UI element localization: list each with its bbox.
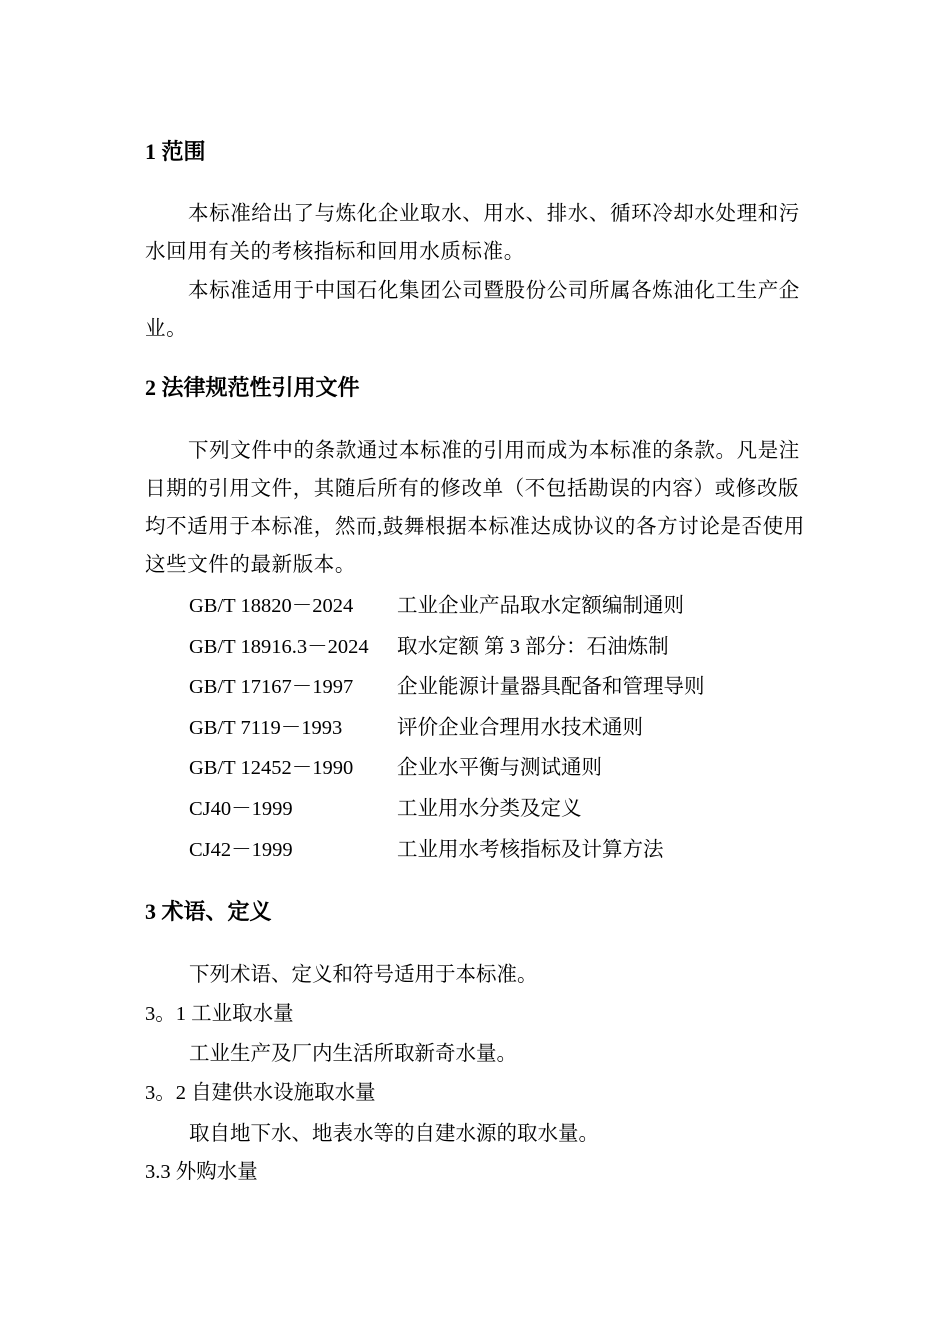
section-2-paragraph-1: 下列文件中的条款通过本标准的引用而成为本标准的条款。凡是注日期的引用文件，其随后所有的修改单（不包括勘误的内容）或修改版均不适用于本标准，然而,鼓舞根据本标准达成协议的各方讨论是否使用这些文件的最新版本。 [145, 440, 805, 576]
reference-code: GB/T 18916.3－2024 [189, 636, 369, 658]
reference-title: 工业用水考核指标及计算方法 [397, 839, 664, 861]
reference-title: 取水定额 第 3 部分：石油炼制 [397, 636, 669, 658]
reference-title: 企业水平衡与测试通则 [397, 757, 602, 779]
term-definition: 取自地下水、地表水等的自建水源的取水量。 [189, 1123, 599, 1145]
term-heading: 3。2 自建供水设施取水量 [145, 1082, 376, 1104]
reference-code: GB/T 12452－1990 [189, 757, 354, 779]
term-heading: 3。1 工业取水量 [145, 1003, 294, 1025]
reference-code: GB/T 7119－1993 [189, 717, 343, 739]
reference-title: 企业能源计量器具配备和管理导则 [397, 676, 705, 698]
reference-code: GB/T 17167－1997 [189, 676, 354, 698]
section-2-heading: 2 法律规范性引用文件 [145, 375, 360, 400]
section-3-heading: 3 术语、定义 [145, 899, 272, 924]
section-1-paragraph-2: 本标准适用于中国石化集团公司暨股份公司所属各炼油化工生产企业。 [145, 280, 800, 340]
term-heading: 3.3 外购水量 [145, 1161, 258, 1183]
section-1-heading: 1 范围 [145, 139, 206, 164]
term-definition: 工业生产及厂内生活所取新奇水量。 [189, 1043, 517, 1065]
reference-title: 工业用水分类及定义 [397, 798, 582, 820]
section-1-paragraph-1: 本标准给出了与炼化企业取水、用水、排水、循环冷却水处理和污水回用有关的考核指标和回用水质标准。 [145, 203, 800, 263]
reference-title: 评价企业合理用水技术通则 [397, 717, 643, 739]
reference-code: CJ40－1999 [189, 798, 293, 820]
reference-code: CJ42－1999 [189, 839, 293, 861]
reference-code: GB/T 18820－2024 [189, 595, 354, 617]
section-3-intro: 下列术语、定义和符号适用于本标准。 [189, 964, 538, 986]
reference-title: 工业企业产品取水定额编制通则 [397, 595, 684, 617]
